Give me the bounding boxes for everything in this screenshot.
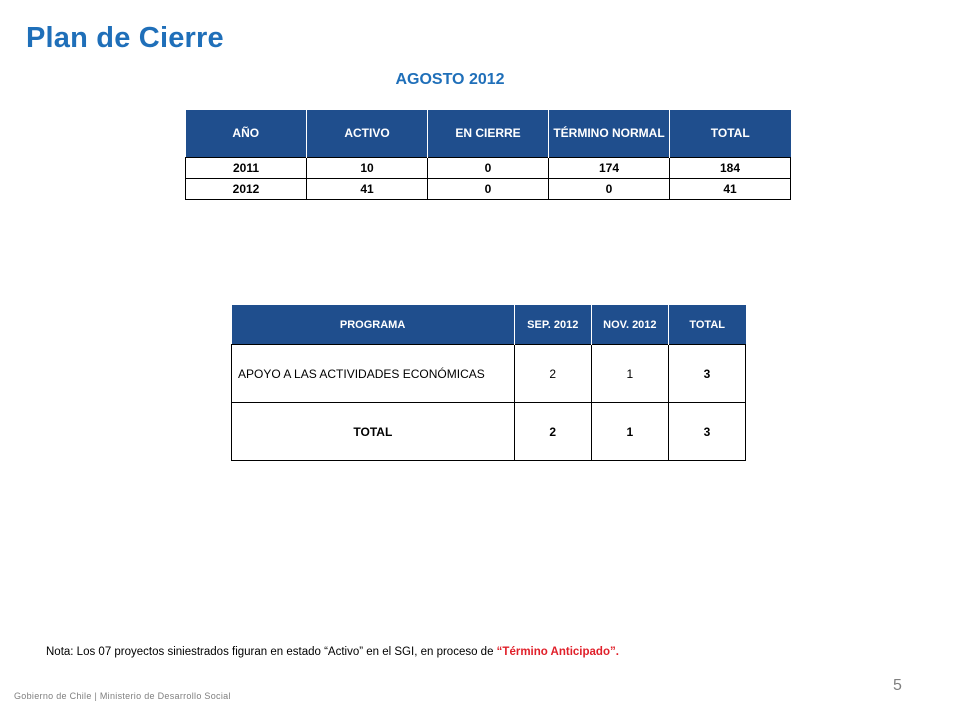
header-closing: EN CIERRE — [428, 110, 549, 158]
footer-text: Gobierno de Chile | Ministerio de Desarrollo Social — [14, 691, 231, 701]
cell-year: 2011 — [186, 158, 307, 179]
header-sep: SEP. 2012 — [514, 305, 591, 345]
cell-program: APOYO A LAS ACTIVIDADES ECONÓMICAS — [232, 345, 515, 403]
cell-sep: 2 — [514, 345, 591, 403]
header-normal-end: TÉRMINO NORMAL — [549, 110, 670, 158]
footnote — [46, 646, 619, 658]
cell-year: 2012 — [186, 179, 307, 200]
program-table — [231, 305, 746, 461]
header-total: TOTAL — [668, 305, 745, 345]
page-title: Plan de Cierre — [26, 22, 224, 54]
cell-program: TOTAL — [232, 403, 515, 461]
page-number: 5 — [893, 677, 902, 694]
cell-total: 3 — [668, 403, 745, 461]
cell-normal-end: 0 — [549, 179, 670, 200]
header-total: TOTAL — [670, 110, 791, 158]
cell-sep: 2 — [514, 403, 591, 461]
cell-total: 3 — [668, 345, 745, 403]
cell-normal-end: 174 — [549, 158, 670, 179]
cell-total: 41 — [670, 179, 791, 200]
cell-active: 41 — [307, 179, 428, 200]
cell-nov: 1 — [591, 345, 668, 403]
cell-total: 184 — [670, 158, 791, 179]
table-row — [232, 345, 746, 403]
program-table-header-row — [232, 305, 746, 345]
footnote-suffix: . — [615, 646, 619, 658]
page-subtitle: AGOSTO 2012 — [395, 71, 505, 88]
summary-table — [185, 110, 791, 200]
cell-active: 10 — [307, 158, 428, 179]
cell-closing: 0 — [428, 179, 549, 200]
header-program: PROGRAMA — [232, 305, 515, 345]
footnote-highlight: “Término Anticipado” — [496, 646, 616, 658]
footnote-text: Nota: Los 07 proyectos siniestrados figuran en estado “Activo” en el SGI, en proceso de — [46, 646, 497, 658]
header-year: AÑO — [186, 110, 307, 158]
table-row — [232, 403, 746, 461]
header-nov: NOV. 2012 — [591, 305, 668, 345]
cell-nov: 1 — [591, 403, 668, 461]
table-row — [186, 179, 791, 200]
summary-table-header-row — [186, 110, 791, 158]
cell-closing: 0 — [428, 158, 549, 179]
table-row — [186, 158, 791, 179]
header-active: ACTIVO — [307, 110, 428, 158]
